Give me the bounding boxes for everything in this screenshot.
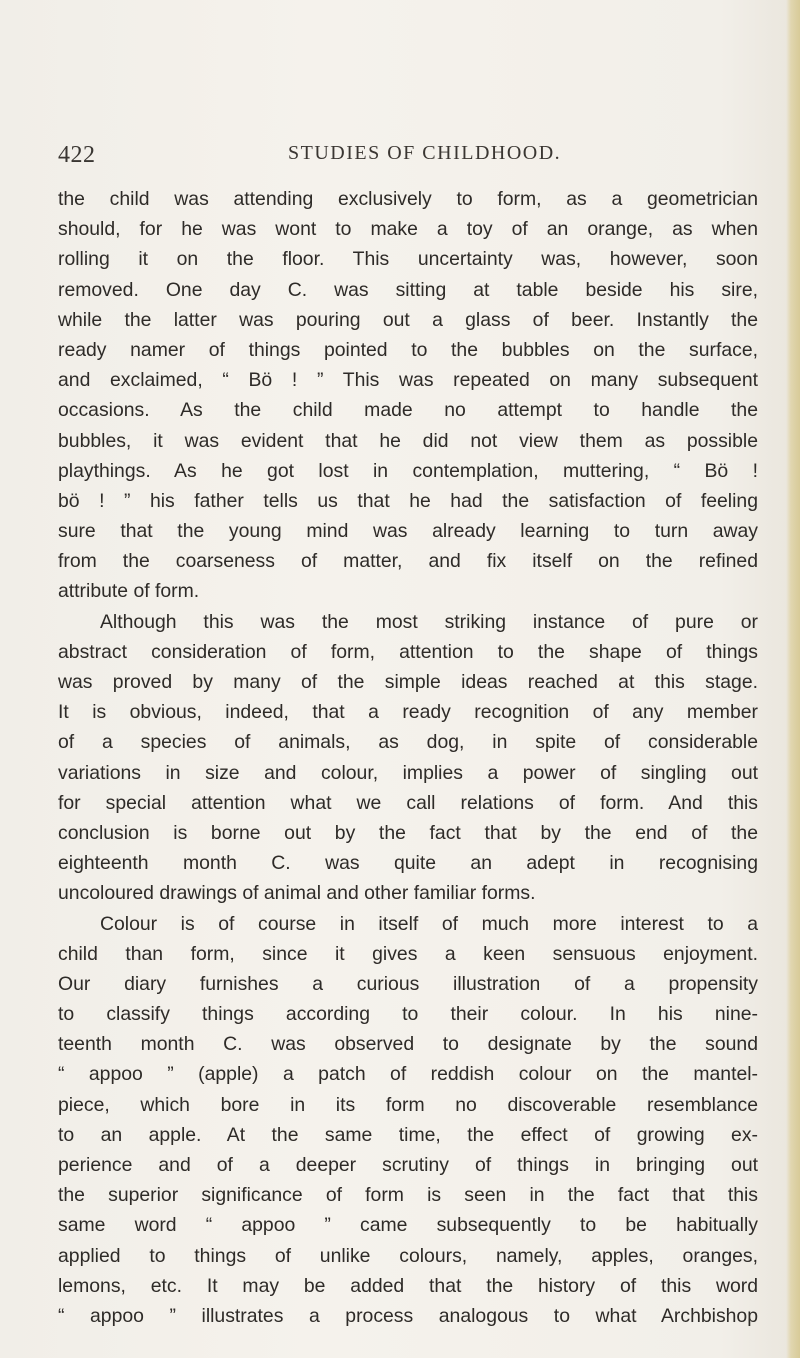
text-line: while the latter was pouring out a glass of beer. Instantly the: [58, 308, 758, 331]
text-line: playthings. As he got lost in contemplation, muttering, “ Bö !: [58, 459, 758, 482]
text-line: applied to things of unlike colours, namely, apples, oranges,: [58, 1244, 758, 1267]
text-line: child than form, since it gives a keen sensuous enjoyment.: [58, 942, 758, 965]
page-number: 422: [58, 142, 96, 168]
text-line: eighteenth month C. was quite an adept in recognising: [58, 852, 758, 875]
page-header: [58, 138, 758, 170]
text-line: ready namer of things pointed to the bubbles on the surface,: [58, 338, 758, 361]
text-line: variations in size and colour, implies a power of singling out: [58, 761, 758, 784]
text-line: was proved by many of the simple ideas reached at this stage.: [58, 671, 758, 693]
paragraph: [58, 607, 758, 909]
text-line: lemons, etc. It may be added that the history of this word: [58, 1274, 758, 1297]
text-line: bö ! ” his father tells us that he had the satisfaction of feeling: [58, 489, 758, 512]
text-line: and exclaimed, “ Bö ! ” This was repeated on many subsequent: [58, 369, 758, 392]
text-line: for special attention what we call relations of form. And this: [58, 791, 758, 814]
text-line: sure that the young mind was already learning to turn away: [58, 520, 758, 543]
body-text: [58, 184, 758, 1331]
text-line: same word “ appoo ” came subsequently to be habitually: [58, 1214, 758, 1237]
text-line: of a species of animals, as dog, in spite of considerable: [58, 731, 758, 754]
paragraph: [58, 909, 758, 1332]
page-edge: [786, 0, 800, 1358]
text-line: occasions. As the child made no attempt to handle the: [58, 399, 758, 422]
text-line: bubbles, it was evident that he did not view them as possible: [58, 429, 758, 452]
text-line: attribute of form.: [58, 580, 200, 603]
text-line: “ appoo ” illustrates a process analogous to what Archbishop: [58, 1304, 758, 1327]
text-line: teenth month C. was observed to designate by the sound: [58, 1033, 758, 1056]
text-line: from the coarseness of matter, and fix itself on the refined: [58, 550, 758, 573]
text-line: Colour is of course in itself of much more interest to a: [100, 912, 758, 935]
text-line: the child was attending exclusively to form, as a geometrician: [58, 188, 758, 210]
text-line: It is obvious, indeed, that a ready recognition of any member: [58, 701, 758, 724]
text-line: should, for he was wont to make a toy of an orange, as when: [58, 218, 758, 241]
text-line: the superior significance of form is seen in the fact that this: [58, 1184, 758, 1207]
text-line: removed. One day C. was sitting at table beside his sire,: [58, 278, 758, 301]
text-line: “ appoo ” (apple) a patch of reddish colour on the mantel-: [58, 1063, 758, 1086]
text-line: rolling it on the floor. This uncertainty was, however, soon: [58, 248, 758, 271]
text-line: perience and of a deeper scrutiny of things in bringing out: [58, 1154, 758, 1176]
text-line: abstract consideration of form, attention to the shape of things: [58, 640, 758, 663]
text-line: Our diary furnishes a curious illustration of a propensity: [58, 972, 758, 995]
text-line: piece, which bore in its form no discoverable resemblance: [58, 1093, 758, 1116]
text-line: Although this was the most striking instance of pure or: [100, 610, 758, 633]
paragraph: [58, 184, 758, 607]
text-line: uncoloured drawings of animal and other familiar forms.: [58, 882, 536, 905]
text-line: conclusion is borne out by the fact that by the end of the: [58, 821, 758, 844]
text-line: to an apple. At the same time, the effect of growing ex-: [58, 1123, 758, 1146]
text-line: to classify things according to their colour. In his nine-: [58, 1003, 758, 1026]
running-head: STUDIES OF CHILDHOOD.: [288, 142, 562, 164]
